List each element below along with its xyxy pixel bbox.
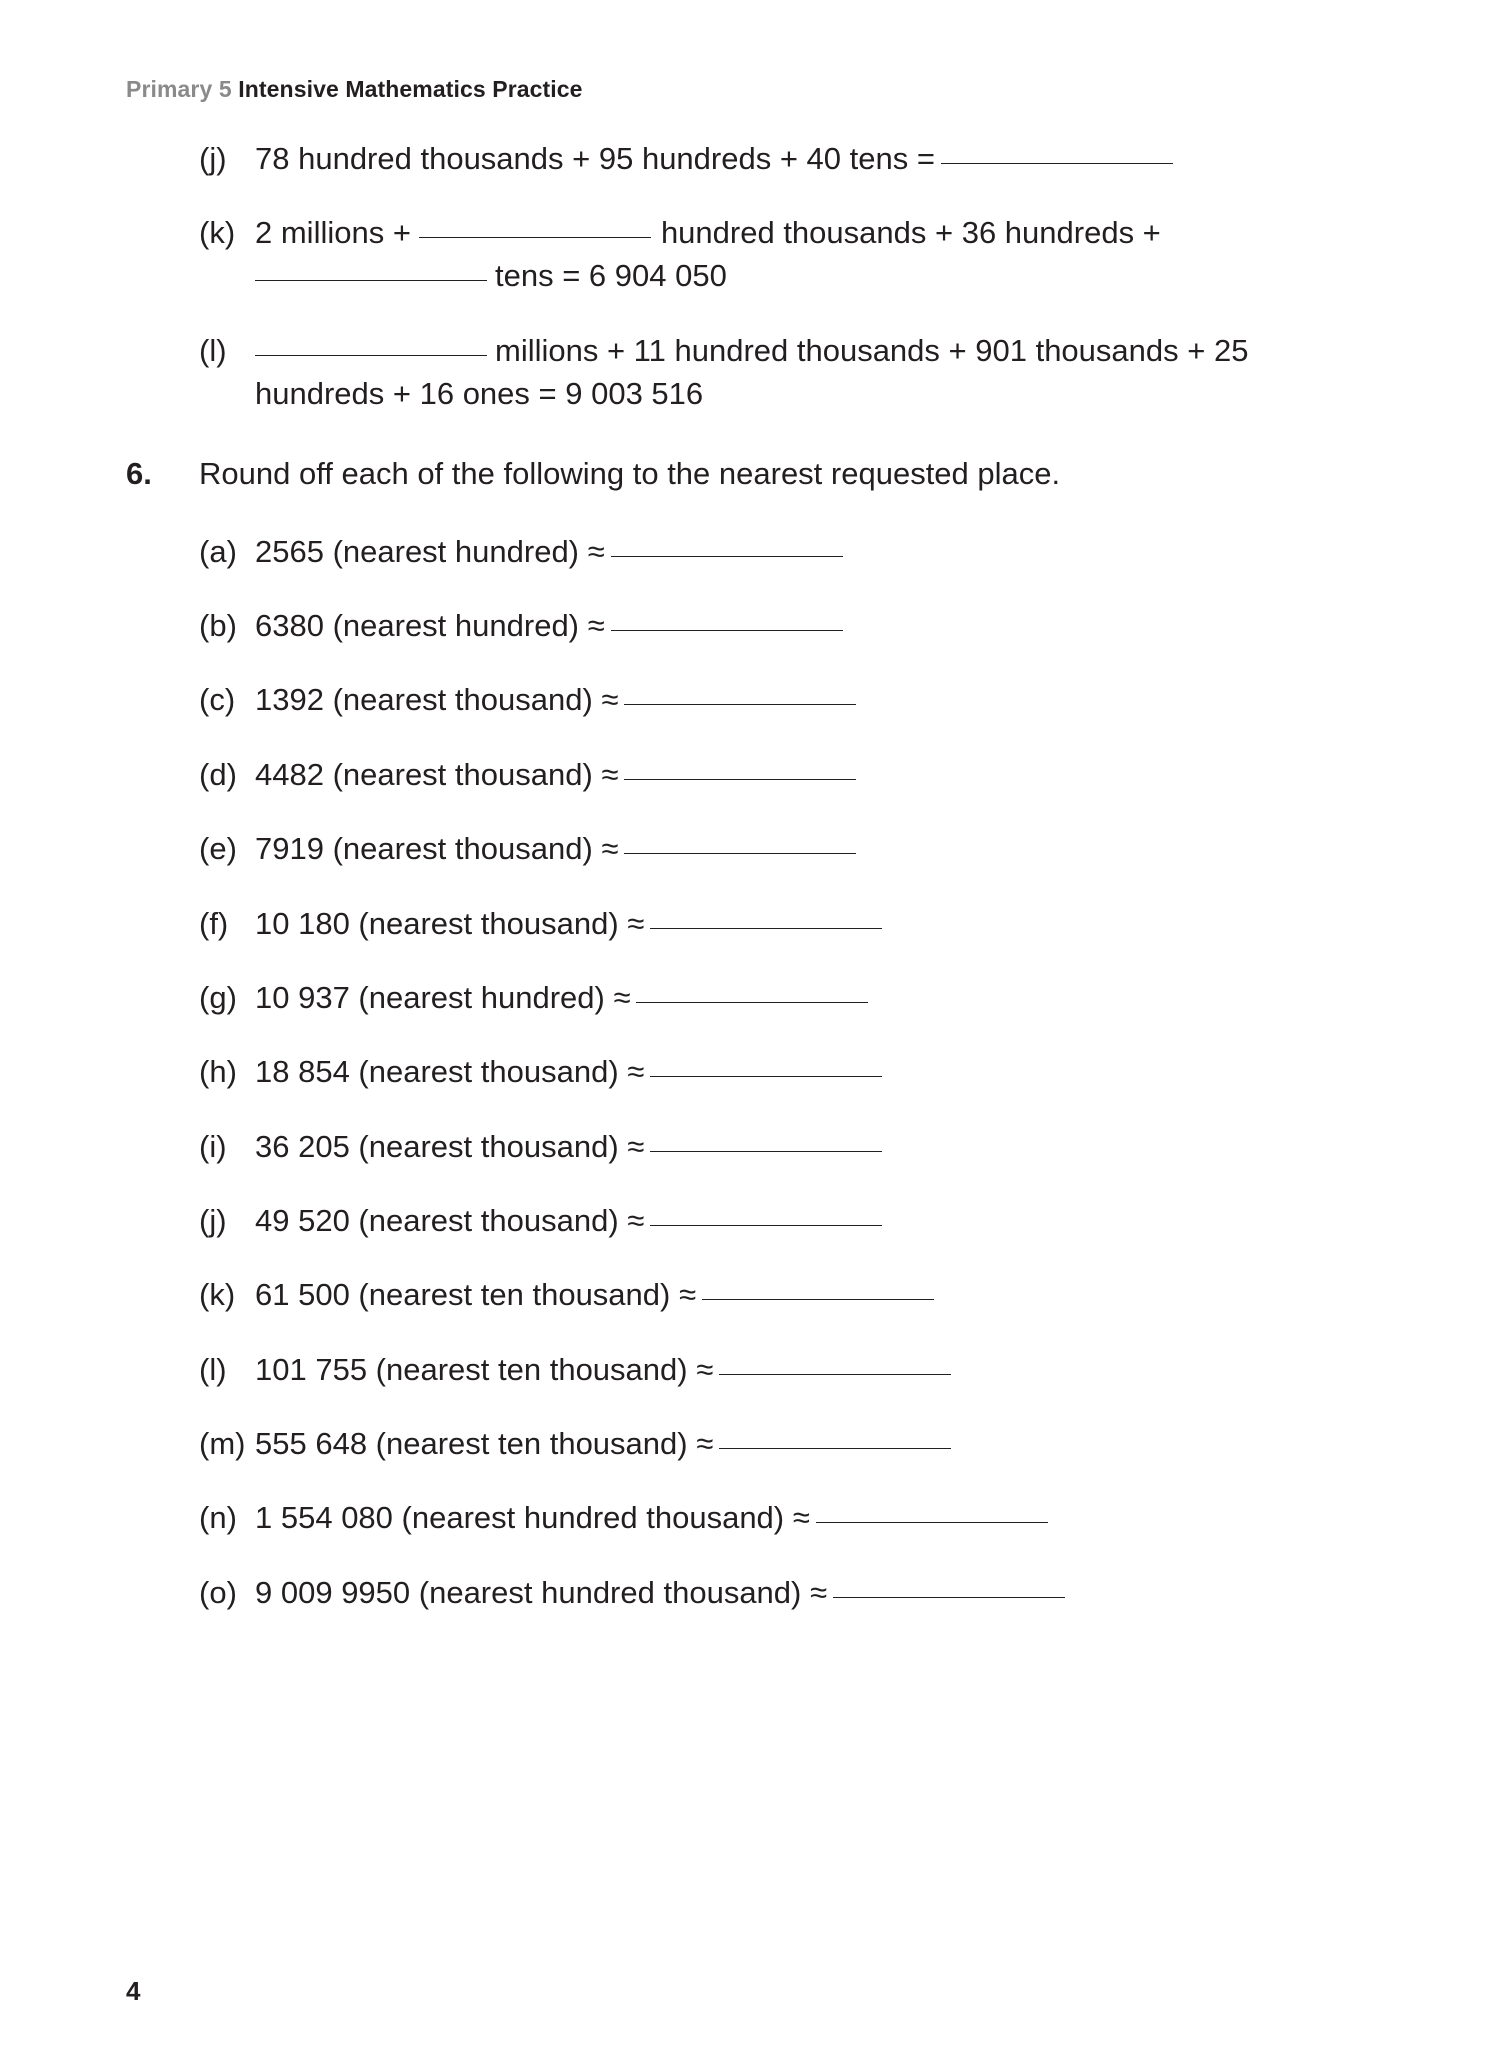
answer-blank[interactable] xyxy=(650,928,882,929)
item-text: hundred thousands + 36 hundreds + xyxy=(660,215,1161,250)
item-text: 9 009 9950 (nearest hundred thousand) ≈ xyxy=(255,1575,827,1610)
q6-item xyxy=(199,1571,1065,1614)
q6-item xyxy=(199,1125,882,1168)
item-label: (g) xyxy=(199,980,237,1015)
item-label: (a) xyxy=(199,534,237,569)
answer-blank[interactable] xyxy=(636,1002,868,1003)
q6-item xyxy=(199,1422,951,1465)
item-label: (m) xyxy=(199,1426,246,1461)
answer-blank[interactable] xyxy=(650,1225,882,1226)
item-text: 6380 (nearest hundred) ≈ xyxy=(255,608,605,643)
item-label: (o) xyxy=(199,1575,237,1610)
q6-item xyxy=(199,753,856,796)
item-label: (j) xyxy=(199,141,227,176)
answer-blank[interactable] xyxy=(419,237,651,238)
q5-item-l xyxy=(199,329,1248,372)
item-text: 7919 (nearest thousand) ≈ xyxy=(255,831,619,866)
answer-blank[interactable] xyxy=(611,556,843,557)
q6-item xyxy=(199,1348,951,1391)
answer-blank[interactable] xyxy=(719,1448,951,1449)
q5-item-l-line2 xyxy=(199,372,703,415)
item-text: 10 937 (nearest hundred) ≈ xyxy=(255,980,631,1015)
q6-item xyxy=(199,604,843,647)
q6-item xyxy=(199,827,856,870)
item-label: (c) xyxy=(199,682,236,717)
item-text: millions + 11 hundred thousands + 901 thousands + 25 xyxy=(495,333,1249,368)
item-text: 78 hundred thousands + 95 hundreds + 40 tens = xyxy=(255,141,935,176)
item-text: 4482 (nearest thousand) ≈ xyxy=(255,757,619,792)
q6-item xyxy=(199,678,856,721)
item-label: (k) xyxy=(199,215,236,250)
answer-blank[interactable] xyxy=(650,1151,882,1152)
item-text: 36 205 (nearest thousand) ≈ xyxy=(255,1129,645,1164)
item-label: (l) xyxy=(199,333,227,368)
header-level: Primary 5 xyxy=(126,76,232,102)
q6-item xyxy=(199,902,882,945)
item-label: (b) xyxy=(199,608,237,643)
item-label: (h) xyxy=(199,1054,237,1089)
item-text: 555 648 (nearest ten thousand) ≈ xyxy=(255,1426,714,1461)
q6-item xyxy=(199,530,843,573)
item-text: 61 500 (nearest ten thousand) ≈ xyxy=(255,1277,696,1312)
item-text: 2 millions + xyxy=(255,215,411,250)
running-header xyxy=(126,76,583,103)
header-title: Intensive Mathematics Practice xyxy=(238,76,583,102)
item-label: (l) xyxy=(199,1352,227,1387)
item-label: (k) xyxy=(199,1277,236,1312)
q6-item xyxy=(199,1273,934,1316)
item-text: 1 554 080 (nearest hundred thousand) ≈ xyxy=(255,1500,810,1535)
item-text: 2565 (nearest hundred) ≈ xyxy=(255,534,605,569)
question-instruction: Round off each of the following to the nearest requested place. xyxy=(199,456,1061,491)
item-text: hundreds + 16 ones = 9 003 516 xyxy=(255,376,704,411)
q6-item xyxy=(199,976,868,1019)
q6-item xyxy=(199,1496,1048,1539)
answer-blank[interactable] xyxy=(719,1374,951,1375)
answer-blank[interactable] xyxy=(255,280,487,281)
item-text: 1392 (nearest thousand) ≈ xyxy=(255,682,619,717)
item-label: (f) xyxy=(199,906,229,941)
item-label: (d) xyxy=(199,757,237,792)
item-label: (n) xyxy=(199,1500,237,1535)
item-text: 49 520 (nearest thousand) ≈ xyxy=(255,1203,645,1238)
item-text: 101 755 (nearest ten thousand) ≈ xyxy=(255,1352,714,1387)
answer-blank[interactable] xyxy=(624,853,856,854)
answer-blank[interactable] xyxy=(702,1299,934,1300)
item-text: 10 180 (nearest thousand) ≈ xyxy=(255,906,645,941)
answer-blank[interactable] xyxy=(624,704,856,705)
q6-item xyxy=(199,1199,882,1242)
q5-item-k-line2 xyxy=(199,254,727,297)
answer-blank[interactable] xyxy=(255,355,487,356)
answer-blank[interactable] xyxy=(611,630,843,631)
q5-item-k xyxy=(199,211,1161,254)
item-label: (i) xyxy=(199,1129,227,1164)
q6-item xyxy=(199,1050,882,1093)
item-label: (j) xyxy=(199,1203,227,1238)
item-text: tens = 6 904 050 xyxy=(495,258,727,293)
page-number: 4 xyxy=(126,1976,141,2006)
answer-blank[interactable] xyxy=(624,779,856,780)
answer-blank[interactable] xyxy=(816,1522,1048,1523)
answer-blank[interactable] xyxy=(833,1597,1065,1598)
item-text: 18 854 (nearest thousand) ≈ xyxy=(255,1054,645,1089)
answer-blank[interactable] xyxy=(941,163,1173,164)
question-number: 6. xyxy=(126,456,152,491)
q5-item-j xyxy=(199,137,1173,180)
item-label: (e) xyxy=(199,831,237,866)
answer-blank[interactable] xyxy=(650,1076,882,1077)
